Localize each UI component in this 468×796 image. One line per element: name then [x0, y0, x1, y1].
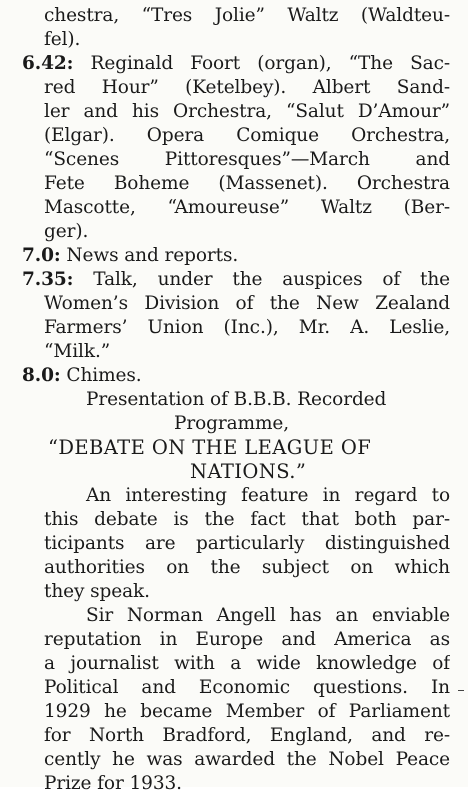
line-text: “Milk.” — [44, 341, 111, 362]
text-line-3 — [0, 52, 450, 76]
text-line-14 — [0, 316, 450, 340]
line-text: cently he was awarded the Nobel Peace — [44, 749, 450, 770]
text-line-21 — [0, 484, 450, 508]
text-line-19 — [0, 436, 450, 460]
text-line-29 — [0, 676, 450, 700]
line-text: Programme, — [174, 413, 290, 434]
text-line-32 — [0, 748, 450, 772]
text-line-30 — [0, 700, 450, 724]
text-line-6 — [0, 124, 450, 148]
programme-column — [0, 4, 450, 796]
text-line-18 — [0, 412, 450, 436]
time-label: 8.0: — [22, 365, 61, 386]
line-text: Farmers’ Union (Inc.), Mr. A. Leslie, — [44, 317, 450, 338]
text-line-10 — [0, 220, 450, 244]
text-line-26 — [0, 604, 450, 628]
line-text: Reginald Foort (organ), “The Sac- — [73, 53, 450, 74]
text-line-31 — [0, 724, 450, 748]
line-text: Political and Economic questions. In — [44, 677, 450, 698]
text-line-25 — [0, 580, 450, 604]
line-text: Talk, under the auspices of the — [73, 269, 450, 290]
text-line-7 — [0, 148, 450, 172]
text-line-5 — [0, 100, 450, 124]
text-line-13 — [0, 292, 450, 316]
line-text: Sir Norman Angell has an enviable — [86, 605, 450, 626]
line-text: Mascotte, “Amoureuse” Waltz (Ber- — [44, 197, 450, 218]
line-text: Women’s Division of the New Zealand — [44, 293, 450, 314]
text-line-2 — [0, 28, 450, 52]
text-line-22 — [0, 508, 450, 532]
time-label: 7.0: — [22, 245, 61, 266]
text-line-16 — [0, 364, 450, 388]
text-line-4 — [0, 76, 450, 100]
text-line-27 — [0, 628, 450, 652]
time-label: 7.35: — [22, 269, 74, 290]
text-line-23 — [0, 532, 450, 556]
line-text: “DEBATE ON THE LEAGUE OF — [48, 436, 372, 459]
line-text: NATIONS.” — [190, 460, 307, 483]
line-text: ticipants are particularly distinguished — [44, 533, 450, 554]
line-text: this debate is the fact that both par- — [44, 509, 450, 530]
line-text: fel). — [44, 29, 81, 50]
text-line-9 — [0, 196, 450, 220]
text-line-8 — [0, 172, 450, 196]
line-text: a journalist with a wide knowledge of — [44, 653, 450, 674]
line-text: authorities on the subject on which — [44, 557, 450, 578]
line-text: for North Bradford, England, and re- — [44, 725, 450, 746]
line-text: An interesting feature in regard to — [86, 485, 450, 506]
line-text: “Scenes Pittoresques”—March and — [44, 149, 450, 170]
line-text: Prize for 1933. — [44, 773, 182, 794]
line-text: 1929 he became Member of Parliament — [44, 701, 450, 722]
text-line-11 — [0, 244, 450, 268]
text-line-15 — [0, 340, 450, 364]
text-line-17 — [0, 388, 450, 412]
line-text: ler and his Orchestra, “Salut D’Amour” — [44, 101, 450, 122]
text-line-1 — [0, 4, 450, 28]
text-line-24 — [0, 556, 450, 580]
line-text: Fete Boheme (Massenet). Orchestra — [44, 173, 450, 194]
line-text: chestra, “Tres Jolie” Waltz (Waldteu- — [44, 5, 450, 26]
line-text: reputation in Europe and America as — [44, 629, 450, 650]
line-text: News and reports. — [60, 245, 239, 266]
line-text: (Elgar). Opera Comique Orchestra, — [44, 125, 450, 146]
time-label: 6.42: — [22, 53, 74, 74]
text-line-33 — [0, 772, 450, 796]
line-text: red Hour” (Ketelbey). Albert Sand- — [44, 77, 450, 98]
line-text: Presentation of B.B.B. Recorded — [86, 389, 387, 410]
line-text: Chimes. — [60, 365, 142, 386]
line-text: they speak. — [44, 581, 150, 602]
text-line-20 — [0, 460, 450, 484]
line-text: ger). — [44, 221, 89, 242]
margin-tick-mark — [458, 690, 464, 691]
text-line-12 — [0, 268, 450, 292]
text-line-28 — [0, 652, 450, 676]
